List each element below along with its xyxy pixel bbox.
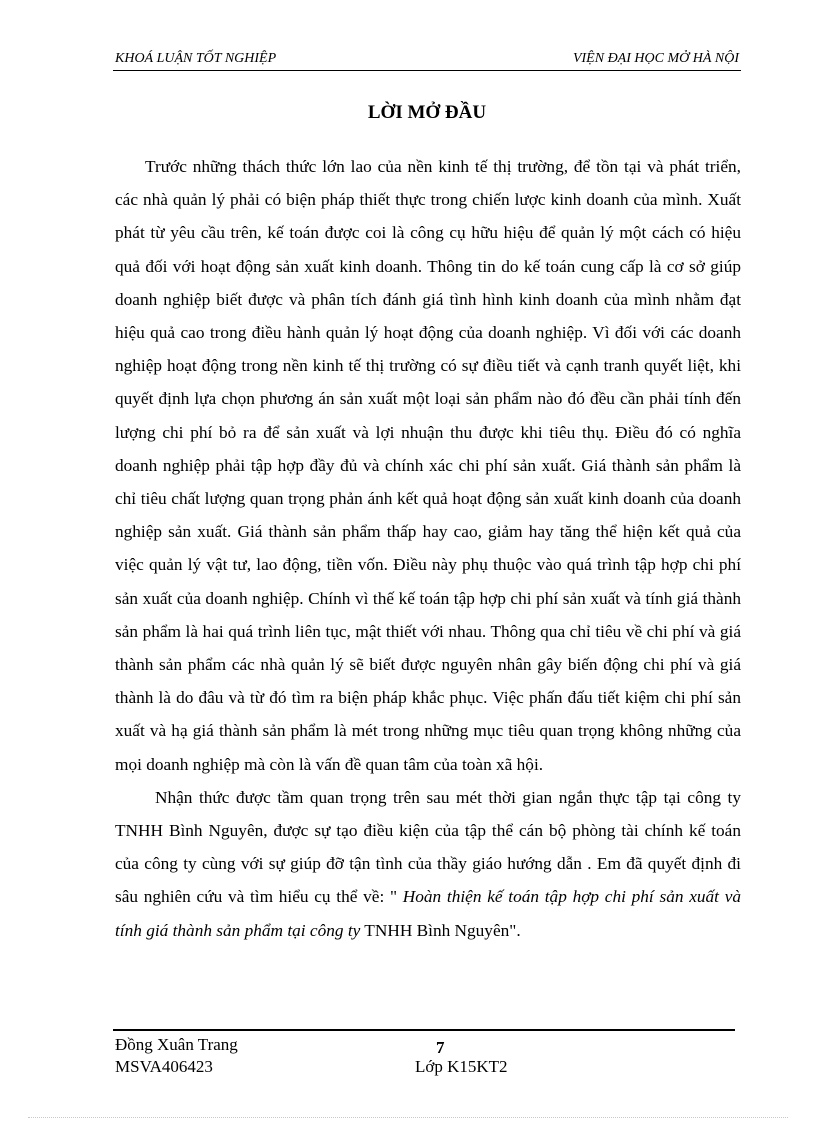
body-paragraph-2: [115, 781, 741, 947]
footer-student-id: MSVA406423: [115, 1057, 213, 1076]
page-edge-divider: [28, 1117, 788, 1118]
document-title: LỜI MỞ ĐẦU: [367, 102, 487, 123]
footer-author-name: Đồng Xuân Trang: [115, 1035, 238, 1054]
paragraph-2-end: TNHH Bình Nguyên".: [360, 920, 521, 940]
paragraph-2-start: Nhận thức được tầm quan trọng trên sau mét thời gian ngắn thực tập tại công ty TNHH Bình Nguyên, được sự tạo điều kiện của tập thể cán bộ phòng tài chính kế toán của công ty cùng với sự giúp đỡ tận tình của thầy giáo hướng dẫn . Em đã quyết định đi sâu nghiên cứu và tìm hiểu cụ thể về: ": [115, 787, 741, 907]
page-footer: [113, 1029, 735, 1079]
footer-page-number: 7: [436, 1038, 445, 1057]
header-left-text: KHOÁ LUẬN TỐT NGHIỆP: [115, 51, 277, 66]
document-body: [115, 150, 741, 947]
header-right-text: VIỆN ĐẠI HỌC MỞ HÀ NỘI: [572, 51, 739, 66]
thesis-topic-italic: Hoàn thiện kế toán tập hợp chi phí sản xuất và tính giá thành sản phẩm tại công ty: [115, 887, 742, 940]
body-paragraph-1: Trước những thách thức lớn lao của nền kinh tế thị trường, để tồn tại và phát triển, các nhà quản lý phải có biện pháp thiết thực trong chiến lược kinh doanh của mình. Xuất phát từ yêu cầu trên, kế toán được coi là công cụ hữu hiệu để quản lý một cách có hiệu quả đối với hoạt động sản xuất kinh doanh. Thông tin do kế toán cung cấp là cơ sở giúp doanh nghiệp biết được và phân tích đánh giá tình hình kinh doanh của mình nhằm đạt hiệu quả cao trong điều hành quản lý hoạt động của doanh nghiệp. Vì đối với các doanh nghiệp hoạt động trong nền kinh tế thị trường có sự điều tiết và cạnh tranh quyết liệt, khi quyết định lựa chọn phương án sản xuất một loại sản phẩm nào đó đều cần phải tính đến lượng chi phí bỏ ra để sản xuất và lợi nhuận thu được khi tiêu thụ. Điều đó có nghĩa doanh nghiệp phải tập hợp đầy đủ và chính xác chi phí sản xuất. Giá thành sản phẩm là chỉ tiêu chất lượng quan trọng phản ánh kết quả hoạt động sản xuất kinh doanh của doanh nghiệp sản xuất. Giá thành sản phẩm thấp hay cao, giảm hay tăng thể hiện kết quả của việc quản lý vật tư, lao động, tiền vốn. Điều này phụ thuộc vào quá trình tập hợp chi phí sản xuất của doanh nghiệp. Chính vì thế kế toán tập hợp chi phí sản xuất và tính giá thành sản phẩm là hai quá trình liên tục, mật thiết với nhau. Thông qua chỉ tiêu về chi phí và giá thành sản phẩm các nhà quản lý sẽ biết được nguyên nhân gây biến động chi phí và giá thành là do đâu và từ đó tìm ra biện pháp khắc phục. Việc phấn đấu tiết kiệm chi phí sản xuất và hạ giá thành sản phẩm là mét trong những mục tiêu quan trọng không những của mọi doanh nghiệp mà còn là vấn đề quan tâm của toàn xã hội.: [115, 157, 741, 774]
footer-class: Lớp K15KT2: [415, 1057, 508, 1076]
page-header: [113, 48, 741, 71]
